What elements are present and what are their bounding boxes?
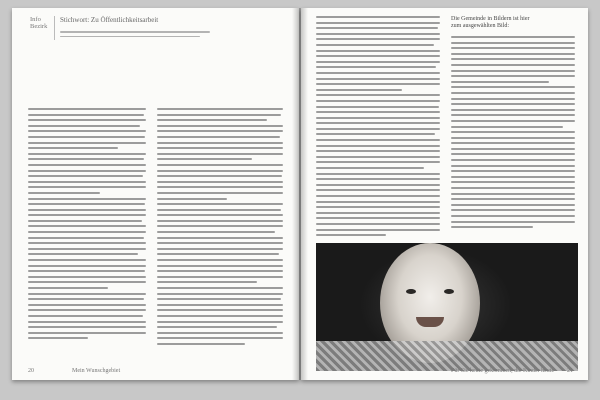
right-page-header: [451, 16, 575, 30]
right-column-2: [451, 36, 575, 232]
header-right-line-2: zum ausgewählten Bild:: [451, 23, 509, 29]
header-subtext: [60, 31, 220, 40]
left-column-2: [157, 108, 283, 349]
right-running-title: Für Sie heute gekommen, die Kinder heute: [451, 368, 555, 374]
header-right-line-1: Die Gemeinde in Bildern ist hier: [451, 16, 530, 22]
right-column-1: [316, 16, 440, 240]
book-spread: [12, 8, 588, 384]
baby-photo: [316, 243, 578, 371]
left-running-title: Mein Wunschgebiet: [72, 368, 121, 374]
left-page: [12, 8, 299, 380]
left-column-1: [28, 108, 146, 343]
right-page-number: 21: [567, 368, 573, 374]
header-label: Info Bezirk: [30, 16, 48, 30]
left-page-header: [30, 16, 204, 40]
right-page: [301, 8, 588, 380]
header-divider: [54, 16, 55, 40]
left-page-number: 20: [28, 368, 34, 374]
header-title: Stichwort: Zu Öffentlichkeitsarbeit: [60, 16, 159, 24]
knit-blanket: [316, 341, 578, 371]
